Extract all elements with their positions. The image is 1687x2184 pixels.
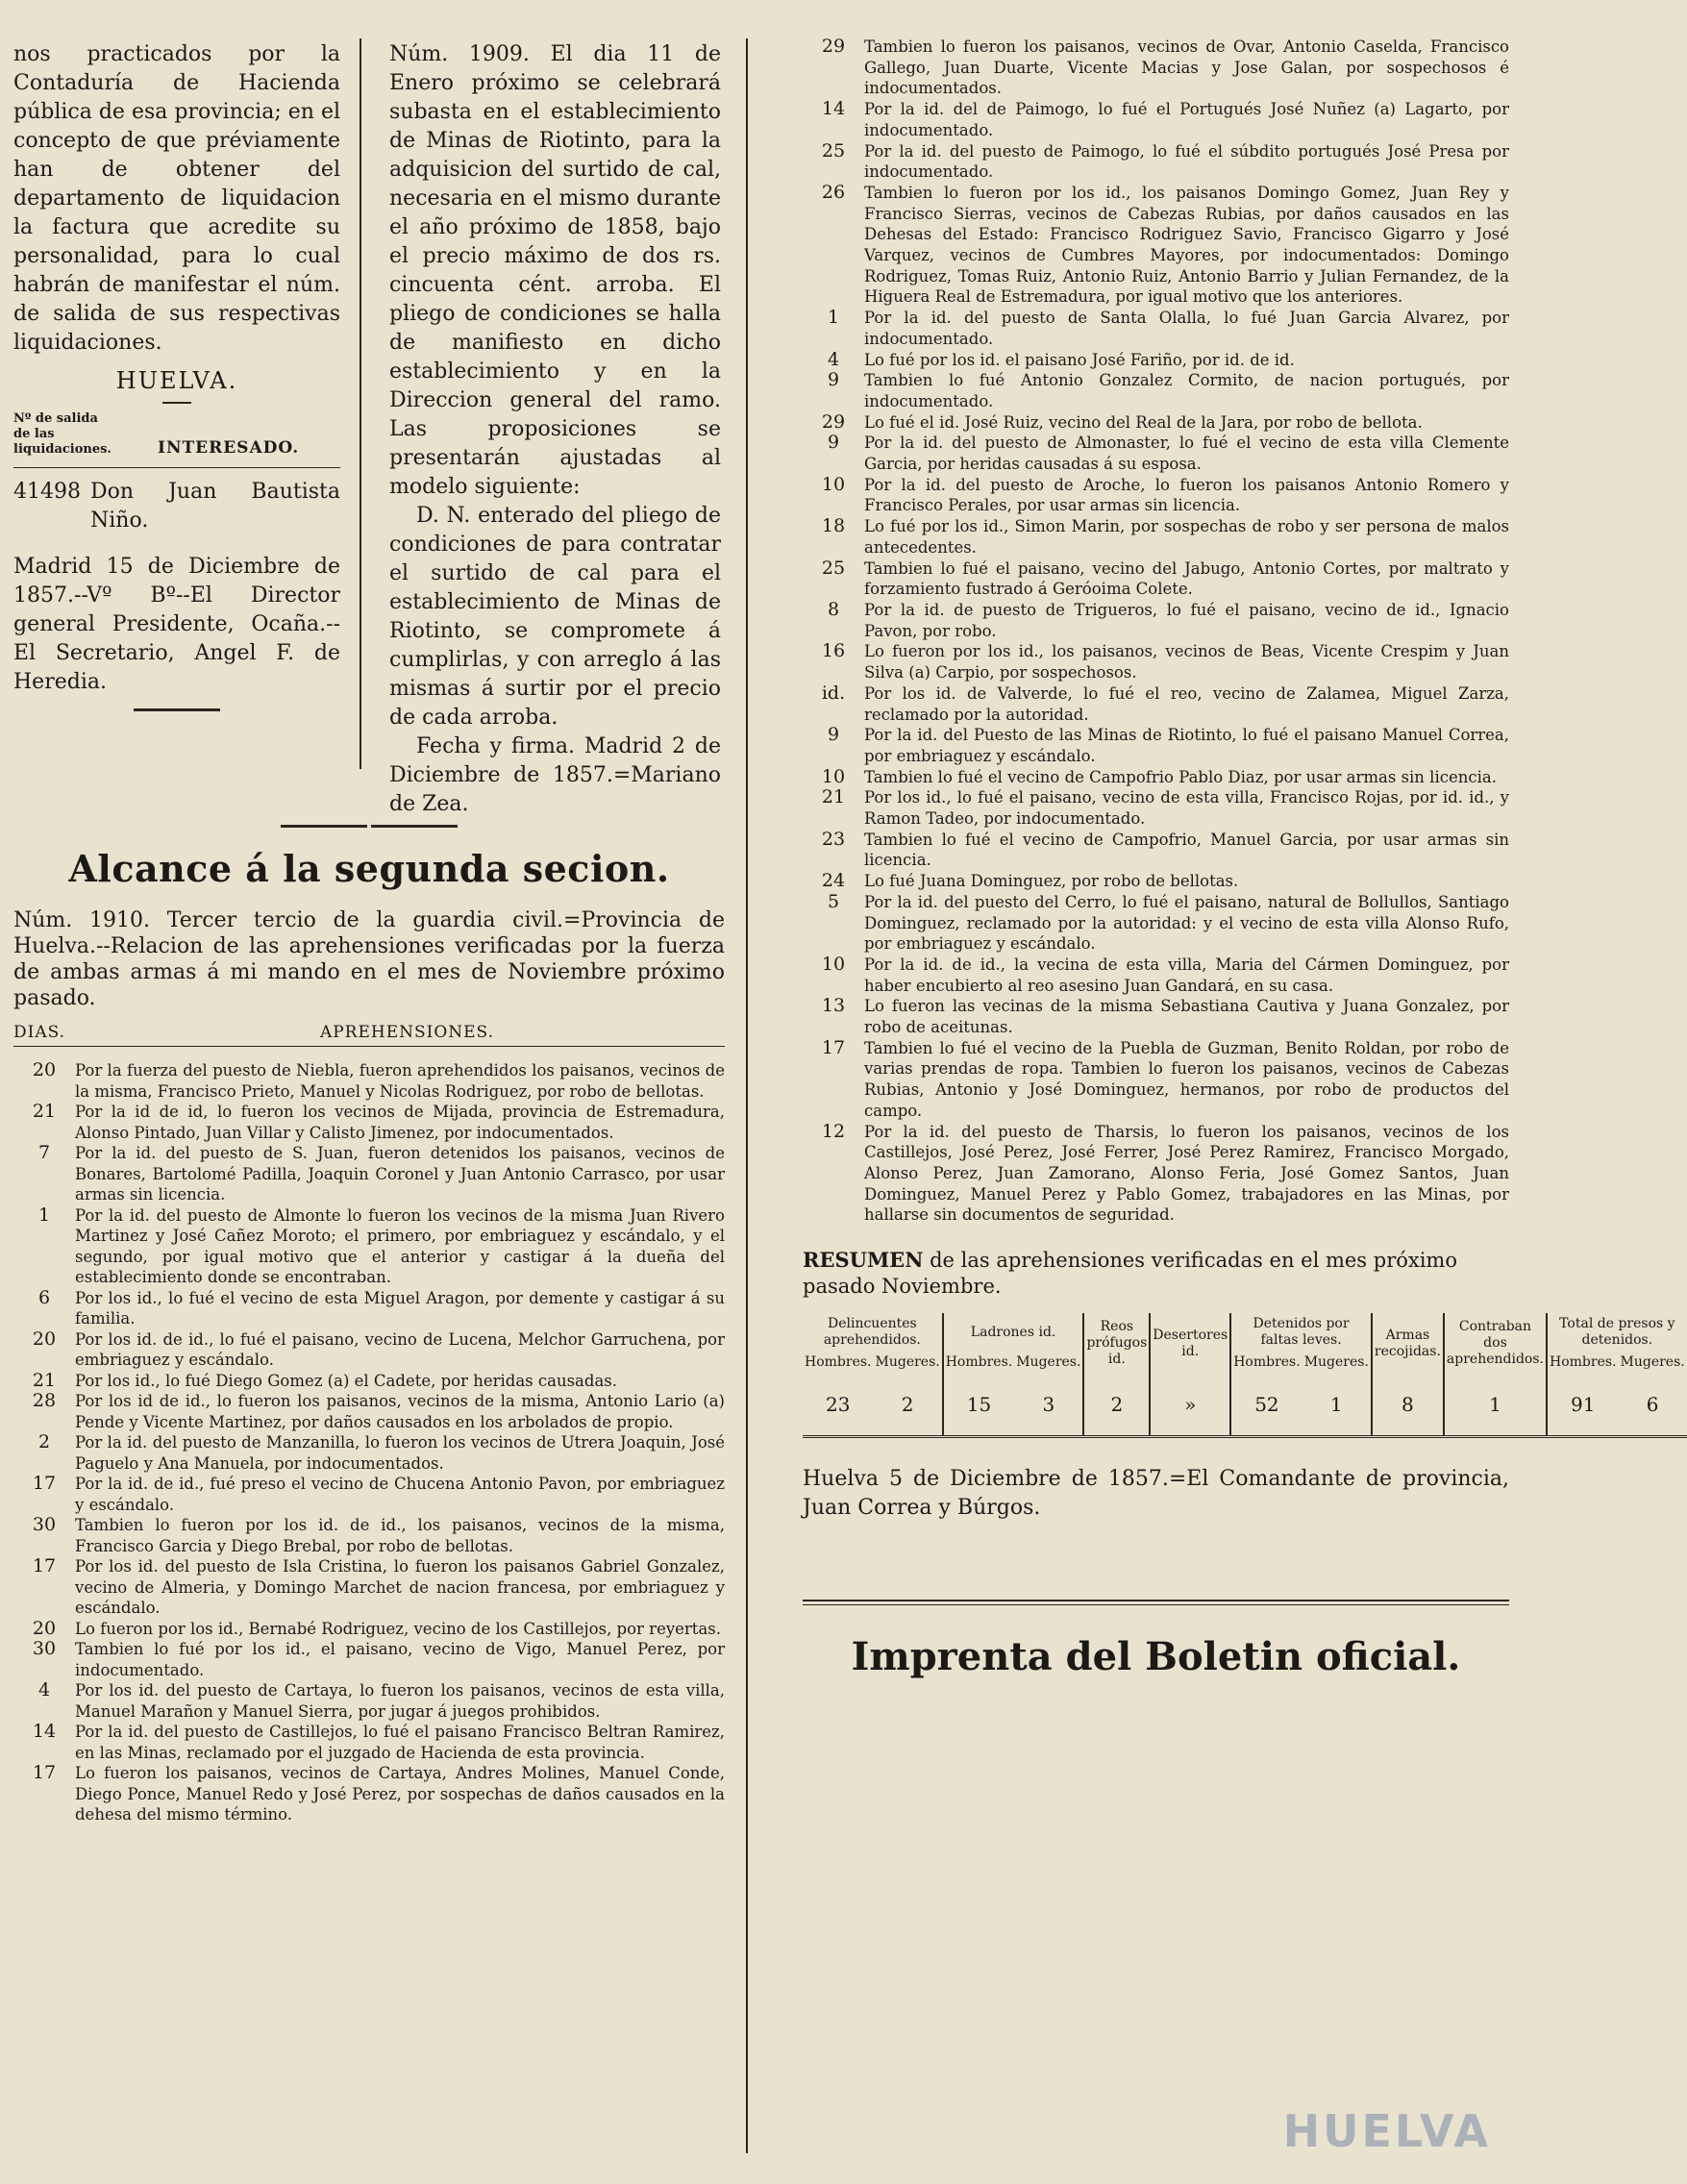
- entry-day: 20: [32, 1328, 57, 1350]
- entry-day: 14: [821, 98, 846, 120]
- entry-text: Por la id. del puesto de Santa Olalla, lo fué Juan Garcia Alvarez, por indocumentado.: [864, 309, 1509, 348]
- header-liquidation-number: Nº de salida de las liquidaciones.: [13, 411, 112, 457]
- watermark-logo: HUELVA: [1282, 2105, 1491, 2157]
- entry-text: Por la id. del puesto de Tharsis, lo fueron los paisanos, vecinos de los Castillejos, José Perez, José Ferrer, José Perez Ramirez, Francisco Morgado, Alonso Perez, Juan Zamorano, Alonso Feria, José Gomez Santos, Juan Dominguez, Manuel Perez y Pablo Gomez, trabajadores en las Minas, por hallarse sin documentos de seguridad.: [864, 1122, 1509, 1225]
- entries-left: [13, 1060, 725, 1825]
- entry-day: 30: [32, 1514, 57, 1535]
- entry-text: Por la id. del puesto de Paimogo, lo fué el súbdito portugués José Presa por indocumentado.: [864, 141, 1509, 182]
- entry-text: Por la id. del de Paimogo, lo fué el Portugués José Nuñez (a) Lagarto, por indocumentado.: [864, 100, 1509, 139]
- value-cell: 2: [874, 1374, 943, 1437]
- entry-text: Por los id. del puesto de Cartaya, lo fueron los paisanos, vecinos de esta villa, Manuel Marañon y Manuel Sierra, por jugar á juegos prohibidos.: [75, 1681, 725, 1721]
- subasta-model: D. N. enterado del pliego de condiciones de para contratar el surtido de cal para el establecimiento de Minas de Riotinto, se compromete á cumplirlas, y con arreglo á las mismas á surtir por el precio de cada arroba.: [389, 504, 721, 730]
- entry-day: 29: [821, 410, 846, 433]
- entry-day: 29: [821, 36, 846, 57]
- resumen-values-row: [803, 1374, 1687, 1437]
- col-desertores: Desertores id.: [1150, 1313, 1230, 1374]
- entry-day: 23: [821, 828, 846, 850]
- entry-day: 17: [821, 1036, 846, 1058]
- liquidation-header: [13, 411, 340, 458]
- group-delincuentes: Delincuentes aprehendidos.: [823, 1316, 921, 1349]
- resumen-subhead-row: [803, 1352, 1687, 1374]
- entry-text: Por la id. del puesto de Aroche, lo fueron los paisanos Antonio Romero y Francisco Perales, por usar armas sin licencia.: [864, 475, 1509, 515]
- entry-day: 14: [32, 1721, 57, 1742]
- entry-day: 16: [821, 640, 846, 662]
- list-item: [803, 141, 1509, 183]
- entry-text: Lo fueron por los id., Bernabé Rodriguez, vecino de los Castillejos, por reyertas.: [75, 1619, 721, 1638]
- entry-day: 6: [37, 1286, 51, 1308]
- entry-day: 20: [32, 1059, 57, 1080]
- entry-text: Por los id., lo fué el vecino de esta Miguel Aragon, por demente y castigar á su familia.: [75, 1288, 725, 1328]
- entry-text: Por los id. de Valverde, lo fué el reo, vecino de Zalamea, Miguel Zarza, reclamado por la autoridad.: [864, 683, 1509, 724]
- value-cell: 52: [1230, 1374, 1302, 1437]
- value-cell: 2: [1083, 1374, 1150, 1437]
- entry-day: 24: [821, 870, 846, 892]
- entry-text: Por los id. del puesto de Isla Cristina, lo fueron los paisanos Gabriel Gonzalez, vecino de Almeria, y Domingo Marchet de nacion francesa, por embriaguez y escándalo.: [75, 1557, 725, 1617]
- sub-mugeres: Mugeres.: [1016, 1354, 1081, 1371]
- entry-day: 17: [32, 1555, 57, 1576]
- entry-text: Por la id de id, lo fueron los vecinos de Mijada, provincia de Estremadura, Alonso Pintado, Juan Villar y Calisto Jimenez, por indocumentados.: [75, 1103, 725, 1142]
- value-cell: 1: [1302, 1374, 1372, 1437]
- entry-text: Por la id. de puesto de Trigueros, lo fué el paisano, vecino de id., Ignacio Pavon, por robo.: [864, 600, 1509, 640]
- sub-mugeres: Mugeres.: [875, 1354, 940, 1371]
- entry-text: Lo fué el id. José Ruiz, vecino del Real de la Jara, por robo de bellota.: [864, 412, 1423, 432]
- sub-mugeres: Mugeres.: [1303, 1354, 1369, 1371]
- col-a-intro: nos practicados por la Contaduría de Hacienda pública de esa provincia; en el concepto de que préviamente han de obtener del departamento de liquidacion la factura que acredite su personalidad, para lo cual habrán de manifestar el núm. de salida de sus respectivas liquidaciones.: [13, 42, 340, 355]
- entries-right: [803, 37, 1509, 1226]
- list-item: [13, 1639, 725, 1680]
- entry-day: 9: [827, 432, 840, 454]
- list-item: [803, 370, 1509, 411]
- entry-day: 21: [821, 786, 846, 808]
- list-item: [13, 1329, 725, 1371]
- list-item: [13, 1371, 725, 1392]
- entry-text: Por la id. del puesto de Almonte lo fueron los vecinos de la misma Juan Rivero Martinez y José Cañez Moroto; el primero, por embriaguez y escándalo, y el segundo, por igual motivo que el anterior y castigar á la dueña del establecimiento donde se encontraban.: [75, 1205, 725, 1286]
- resumen-lead: RESUMEN: [803, 1248, 924, 1273]
- liquidation-row: [13, 478, 340, 535]
- section-intro: Núm. 1910. Tercer tercio de la guardia civil.=Provincia de Huelva.--Relacion de las aprehensiones verificadas por la fuerza de ambas armas á mi mando en el mes de Noviembre próximo pasado.: [13, 908, 725, 1010]
- list-item: [13, 1143, 725, 1205]
- entry-text: Tambien lo fué por los id., el paisano, vecino de Vigo, Manuel Perez, por indocumentado.: [75, 1640, 725, 1679]
- entry-text: Por la id. de id., fué preso el vecino de Chucena Antonio Pavon, por embriaguez y escándalo.: [75, 1475, 725, 1514]
- entry-text: Tambien lo fué Antonio Gonzalez Cormito, de nacion portugués, por indocumentado.: [864, 371, 1509, 410]
- sub-hombres: Hombres.: [1230, 1352, 1302, 1374]
- list-item: [13, 1102, 725, 1143]
- list-item: [13, 1515, 725, 1556]
- divider: [162, 402, 191, 404]
- sub-mugeres: Mugeres.: [1620, 1354, 1685, 1371]
- value-cell: 91: [1547, 1374, 1619, 1437]
- alcance-section: [13, 806, 725, 1825]
- list-item: [13, 1060, 725, 1102]
- column-a: [13, 40, 340, 711]
- entry-day: 12: [821, 1120, 846, 1142]
- header-interesado: INTERESADO.: [158, 438, 300, 458]
- list-item: [13, 1288, 725, 1329]
- list-item: [13, 1763, 725, 1825]
- list-item: [803, 433, 1509, 474]
- entry-text: Tambien lo fué el vecino de Campofrio Pablo Diaz, por usar armas sin licencia.: [864, 767, 1497, 786]
- entry-day: 17: [32, 1473, 57, 1494]
- col-a-closing: Madrid 15 de Diciembre de 1857.--Vº Bº--El Director general Presidente, Ocaña.--El Secretario, Angel F. de Heredia.: [13, 555, 340, 694]
- group-ladrones: Ladrones id.: [943, 1313, 1084, 1352]
- resumen-group-row: [803, 1313, 1687, 1352]
- list-item: [803, 830, 1509, 871]
- entry-text: Por la fuerza del puesto de Niebla, fueron aprehendidos los paisanos, vecinos de la misma, Francisco Prieto, Manuel y Nicolas Rodriguez, por robo de bellotas.: [75, 1061, 725, 1101]
- list-item: [13, 1474, 725, 1515]
- list-item: [13, 1619, 725, 1640]
- entry-day: 7: [37, 1142, 51, 1163]
- entry-day: 10: [821, 953, 846, 975]
- entry-day: 20: [32, 1617, 57, 1639]
- entry-day: 21: [32, 1369, 57, 1391]
- list-item: [13, 1722, 725, 1763]
- list-item: [803, 475, 1509, 516]
- col-reos: Reos prófugos id.: [1083, 1313, 1150, 1374]
- entry-day: 4: [827, 348, 840, 370]
- entry-text: Lo fué por los id., Simon Marin, por sospechas de robo y ser persona de malos antecedentes.: [864, 517, 1509, 557]
- entry-day: 1: [827, 307, 840, 329]
- entry-text: Tambien lo fué el paisano, vecino del Jabugo, Antonio Cortes, por maltrato y forzamiento fustrado á Geróoima Colete.: [864, 558, 1509, 599]
- entry-text: Por los id., lo fué Diego Gomez (a) el Cadete, por heridas causadas.: [75, 1371, 618, 1390]
- list-item: [803, 955, 1509, 996]
- entry-text: Por la id. del puesto del Cerro, lo fué el paisano, natural de Bollullos, Santiago Dominguez, reclamado por la autoridad: y el vecino de esta villa Alonso Rufo, por embriaguez y escándalo.: [864, 892, 1509, 954]
- group-detenidos: Detenidos por faltas leves.: [1230, 1313, 1372, 1352]
- entry-text: Lo fueron por los id., los paisanos, vecinos de Beas, Vicente Crespim y Juan Silva (a) Carpio, por sospechosos.: [864, 642, 1509, 682]
- entry-text: Por la id. del puesto de Almonaster, lo fué el vecino de esta villa Clemente Garcia, por heridas causadas á su esposa.: [864, 434, 1509, 474]
- sub-hombres: Hombres.: [943, 1352, 1015, 1374]
- entry-day: 5: [827, 890, 840, 912]
- list-item: [803, 725, 1509, 766]
- entry-day: 30: [32, 1638, 57, 1659]
- entry-day: 28: [32, 1390, 57, 1411]
- divider: [803, 1600, 1509, 1605]
- entry-day: 17: [32, 1762, 57, 1783]
- entry-day: 25: [821, 139, 846, 161]
- ornament-rule: [13, 825, 725, 828]
- subasta-notice: Núm. 1909. El dia 11 de Enero próximo se celebrará subasta en el establecimiento de Minas de Riotinto, para la adquisicion del surtido de cal, necesaria en el mismo durante el año próximo de 1858, bajo el precio máximo de dos rs. cincuenta cént. arroba. El pliego de condiciones se halla de manifiesto en dicho establecimiento y en la Direccion general del ramo. Las proposiciones se presentarán ajustadas al modelo siguiente:: [389, 42, 721, 499]
- entry-text: Tambien lo fué el vecino de la Puebla de Guzman, Benito Roldan, por robo de varias prendas de ropa. Tambien lo fueron los paisanos, vecinos de Cabezas Rubias, Antonio y José Dominguez, hermanos, por robo de productos del campo.: [864, 1038, 1509, 1120]
- value-cell: 3: [1014, 1374, 1083, 1437]
- divider: [13, 1046, 725, 1047]
- entry-text: Tambien lo fué el vecino de Campofrio, Manuel Garcia, por usar armas sin licencia.: [864, 830, 1509, 870]
- entry-day: 10: [821, 473, 846, 495]
- entry-day: 10: [821, 765, 846, 787]
- list-item: [803, 516, 1509, 558]
- entry-text: Por los id de id., lo fueron los paisanos, vecinos de la misma, Antonio Lario (a) Pende y Vicente Martinez, por daños causados en los arbolados de propio.: [75, 1392, 725, 1431]
- col-aprehensiones: APREHENSIONES.: [319, 1023, 494, 1042]
- section-title: Alcance á la segunda secion.: [68, 847, 670, 890]
- entry-day: 18: [821, 515, 846, 537]
- col-dias: DIAS.: [13, 1023, 66, 1042]
- entry-day: 4: [37, 1679, 51, 1700]
- entry-day: 25: [821, 557, 846, 579]
- entry-day: 9: [827, 724, 840, 746]
- entry-text: Tambien lo fueron los paisanos, vecinos de Ovar, Antonio Caselda, Francisco Gallego, Juan Duarte, Vicente Macias y Jose Galan, por sospechosos é indocumentados.: [864, 37, 1509, 98]
- value-cell: 8: [1372, 1374, 1444, 1437]
- group-contrabandos: Contraban dos aprehendidos.: [1444, 1313, 1547, 1374]
- entry-day: 8: [827, 598, 840, 620]
- entry-text: Por la id. del puesto de Castillejos, lo fué el paisano Francisco Beltran Ramirez, en las Minas, reclamado por el juzgado de Hacienda de esta provincia.: [75, 1723, 725, 1762]
- value-cell: 6: [1619, 1374, 1687, 1437]
- list-item: [13, 1680, 725, 1722]
- sub-hombres: Hombres.: [805, 1354, 872, 1371]
- entry-text: Por los id. de id., lo fué el paisano, vecino de Lucena, Melchor Garruchena, por embriaguez y escándalo.: [75, 1329, 725, 1369]
- list-item: [13, 1556, 725, 1619]
- column-rule: [746, 38, 748, 2153]
- list-item: [803, 892, 1509, 955]
- aprehensiones-header: [13, 1023, 725, 1042]
- list-item: [803, 37, 1509, 99]
- entry-text: Por la id. del puesto de Manzanilla, lo fueron los vecinos de Utrera Joaquin, José Paguelo y Ana Manuela, por indocumentados.: [75, 1433, 725, 1473]
- entry-day: 26: [821, 181, 846, 203]
- list-item: [803, 308, 1509, 349]
- list-item: [803, 183, 1509, 308]
- resumen-title: de las aprehensiones verificadas en el mes próximo pasado Noviembre.: [803, 1249, 1457, 1299]
- entry-text: Lo fué Juana Dominguez, por robo de bellotas.: [864, 872, 1239, 891]
- resumen-heading: [803, 1247, 1509, 1300]
- list-item: [803, 99, 1509, 140]
- entry-text: Tambien lo fueron por los id. de id., los paisanos, vecinos de la misma, Francisco Garcia y Diego Brebal, por robo de bellotas.: [75, 1516, 725, 1555]
- value-cell: 1: [1444, 1374, 1547, 1437]
- column-b: [389, 40, 721, 819]
- list-item: [803, 683, 1509, 725]
- entry-day: 1: [37, 1204, 51, 1226]
- place-heading: HUELVA.: [115, 367, 238, 394]
- list-item: [803, 1122, 1509, 1227]
- entry-text: Por los id., lo fué el paisano, vecino de esta villa, Francisco Rojas, por id. id., y Ramon Tadeo, por indocumentado.: [864, 788, 1509, 829]
- list-item: [803, 871, 1509, 892]
- entry-text: Por la id. del puesto de S. Juan, fueron detenidos los paisanos, vecinos de Bonares, Bartolomé Padilla, Joaquin Coronel y Juan Antonio Carrasco, por usar armas sin licencia.: [75, 1144, 725, 1204]
- list-item: [803, 1038, 1509, 1122]
- footer-signature: Huelva 5 de Diciembre de 1857.=El Comandante de provincia, Juan Correa y Búrgos.: [803, 1467, 1509, 1521]
- list-item: [803, 996, 1509, 1037]
- resumen-table: [803, 1313, 1687, 1438]
- column-rule: [360, 38, 361, 769]
- value-cell: 15: [943, 1374, 1015, 1437]
- column-c: [803, 36, 1685, 1680]
- entry-text: Por la id. del Puesto de las Minas de Riotinto, lo fué el paisano Manuel Correa, por embriaguez y escándalo.: [864, 726, 1509, 765]
- list-item: [13, 1391, 725, 1432]
- list-item: [803, 350, 1509, 371]
- entry-text: Tambien lo fueron por los id., los paisanos Domingo Gomez, Juan Rey y Francisco Sierras, vecinos de Cabezas Rubias, por daños causados en las Dehesas del Estado: Francisco Rodriguez Savio, Francisco Gigarro y José Varquez, vecinos de Cumbres Mayores, por indocumentados: Domingo Rodriguez, Tomas Ruiz, Antonio Ruiz, Antonio Barrio y Julian Fernandez, de la Higuera Real de Estremadura, por igual motivo que los anteriores.: [864, 183, 1509, 307]
- list-item: [803, 767, 1509, 788]
- list-item: [803, 787, 1509, 829]
- liquidation-number: 41498: [13, 480, 81, 504]
- list-item: [803, 641, 1509, 682]
- value-cell: »: [1150, 1374, 1230, 1437]
- entry-text: Por la id. de id., la vecina de esta villa, Maria del Cármen Dominguez, por haber encubierto al reo asesino Juan Gandará, en su casa.: [864, 955, 1509, 995]
- divider: [134, 708, 220, 711]
- entry-day: 21: [32, 1101, 57, 1122]
- value-cell: 23: [803, 1374, 874, 1437]
- col-armas: Armas recojidas.: [1372, 1313, 1444, 1374]
- group-total: Total de presos y detenidos.: [1547, 1313, 1687, 1352]
- entry-day: id.: [821, 682, 846, 704]
- entry-text: Lo fué por los id. el paisano José Fariño, por id. de id.: [864, 350, 1295, 369]
- imprenta-title: Imprenta del Boletin oficial.: [851, 1634, 1461, 1680]
- list-item: [803, 558, 1509, 600]
- list-item: [803, 412, 1509, 434]
- divider: [13, 467, 340, 468]
- entry-text: Lo fueron las vecinas de la misma Sebastiana Cautiva y Juana Gonzalez, por robo de aceitunas.: [864, 997, 1509, 1037]
- list-item: [13, 1432, 725, 1474]
- entry-day: 9: [827, 369, 840, 391]
- list-item: [803, 600, 1509, 641]
- liquidation-name: Don Juan Bautista Niño.: [90, 480, 340, 533]
- list-item: [13, 1205, 725, 1288]
- subasta-sign: Fecha y firma. Madrid 2 de Diciembre de 1857.=Mariano de Zea.: [389, 734, 721, 816]
- entry-day: 2: [37, 1431, 51, 1452]
- entry-text: Lo fueron los paisanos, vecinos de Cartaya, Andres Molines, Manuel Conde, Diego Ponce, Manuel Redo y José Perez, por sospechas de daños causados en la dehesa del mismo término.: [75, 1764, 725, 1824]
- entry-day: 13: [821, 995, 846, 1017]
- sub-hombres: Hombres.: [1547, 1352, 1619, 1374]
